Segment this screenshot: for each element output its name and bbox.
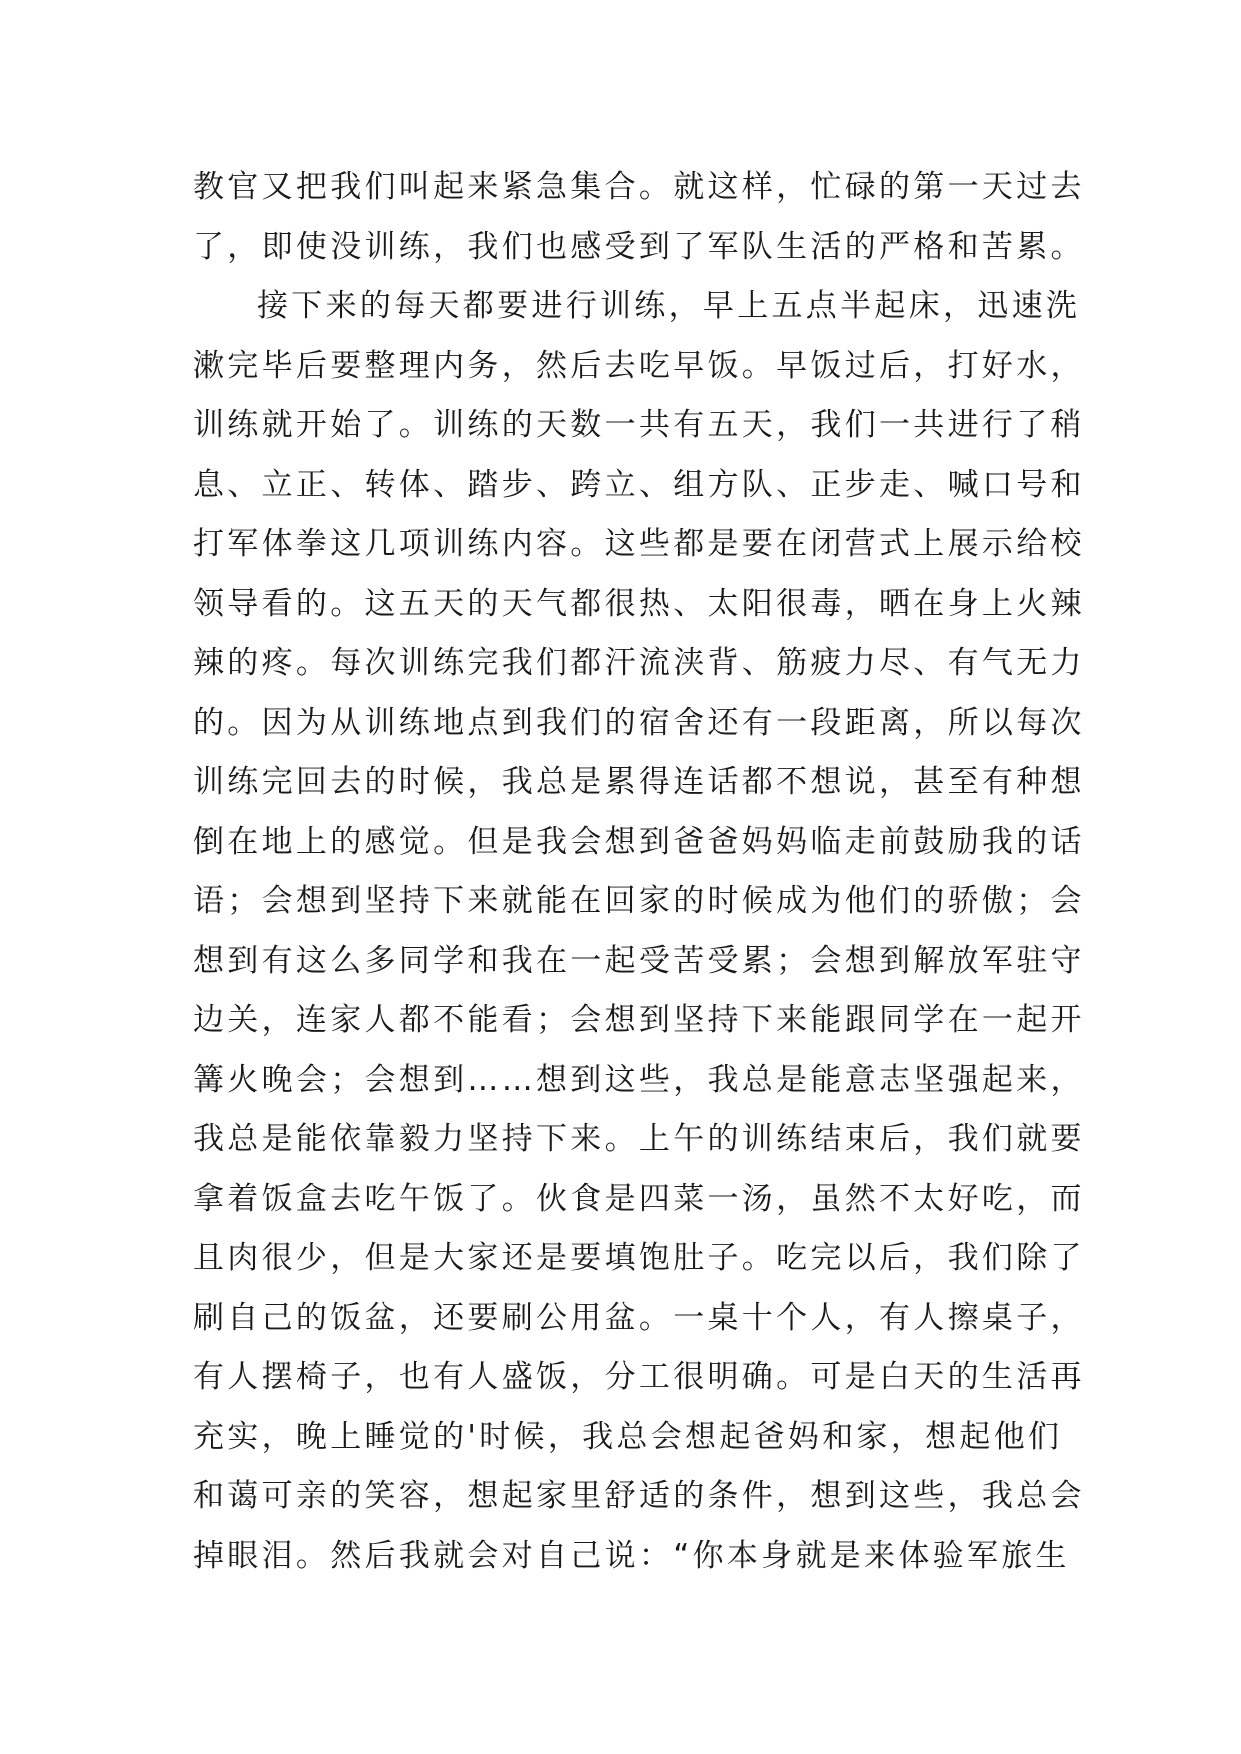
text-line: 想到有这么多同学和我在一起受苦受累；会想到解放军驻守 xyxy=(193,942,1085,979)
text-line: 有人摆椅子，也有人盛饭，分工很明确。可是白天的生活再 xyxy=(193,1359,1085,1395)
text-line: 掉眼泪。然后我就会对自己说：“你本身就是来体验军旅生 xyxy=(193,1537,1070,1574)
text-line: 训练就开始了。训练的天数一共有五天，我们一共进行了稍 xyxy=(193,407,1085,443)
text-line: 充实，晚上睡觉的'时候，我总会想起爸妈和家，想起他们 xyxy=(193,1418,1063,1455)
text-line: 边关，连家人都不能看；会想到坚持下来能跟同学在一起开 xyxy=(193,1002,1085,1038)
text-line: 的。因为从训练地点到我们的宿舍还有一段距离，所以每次 xyxy=(193,704,1085,741)
text-line: 和蔼可亲的笑容，想起家里舒适的条件，想到这些，我总会 xyxy=(193,1478,1085,1514)
text-line: 倒在地上的感觉。但是我会想到爸爸妈妈临走前鼓励我的话 xyxy=(193,823,1085,860)
text-line: 且肉很少，但是大家还是要填饱肚子。吃完以后，我们除了 xyxy=(193,1240,1085,1276)
text-line: 训练完回去的时候，我总是累得连话都不想说，甚至有种想 xyxy=(193,764,1085,800)
text-line: 拿着饭盒去吃午饭了。伙食是四菜一汤，虽然不太好吃，而 xyxy=(193,1180,1085,1217)
text-line: 我总是能依靠毅力坚持下来。上午的训练结束后，我们就要 xyxy=(193,1121,1085,1157)
text-line: 领导看的。这五天的天气都很热、太阳很毒，晒在身上火辣 xyxy=(193,585,1085,622)
text-line: 漱完毕后要整理内务，然后去吃早饭。早饭过后，打好水， xyxy=(193,347,1085,384)
text-line: 息、立正、转体、踏步、跨立、组方队、正步走、喊口号和 xyxy=(193,466,1085,503)
paragraph-first-line: 接下来的每天都要进行训练，早上五点半起床，迅速洗 xyxy=(257,288,1081,324)
text-line: 辣的疼。每次训练完我们都汗流浃背、筋疲力尽、有气无力 xyxy=(193,645,1085,681)
text-line: 了，即使没训练，我们也感受到了军队生活的严格和苦累。 xyxy=(193,228,1085,265)
document-body xyxy=(193,158,1085,1586)
text-line: 教官又把我们叫起来紧急集合。就这样，忙碌的第一天过去 xyxy=(193,169,1085,205)
text-line: 刷自己的饭盆，还要刷公用盆。一桌十个人，有人擦桌子， xyxy=(193,1299,1085,1336)
text-line: 打军体拳这几项训练内容。这些都是要在闭营式上展示给校 xyxy=(193,526,1085,562)
text-line: 篝火晚会；会想到……想到这些，我总是能意志坚强起来， xyxy=(193,1061,1085,1098)
text-line: 语；会想到坚持下来就能在回家的时候成为他们的骄傲；会 xyxy=(193,883,1085,919)
